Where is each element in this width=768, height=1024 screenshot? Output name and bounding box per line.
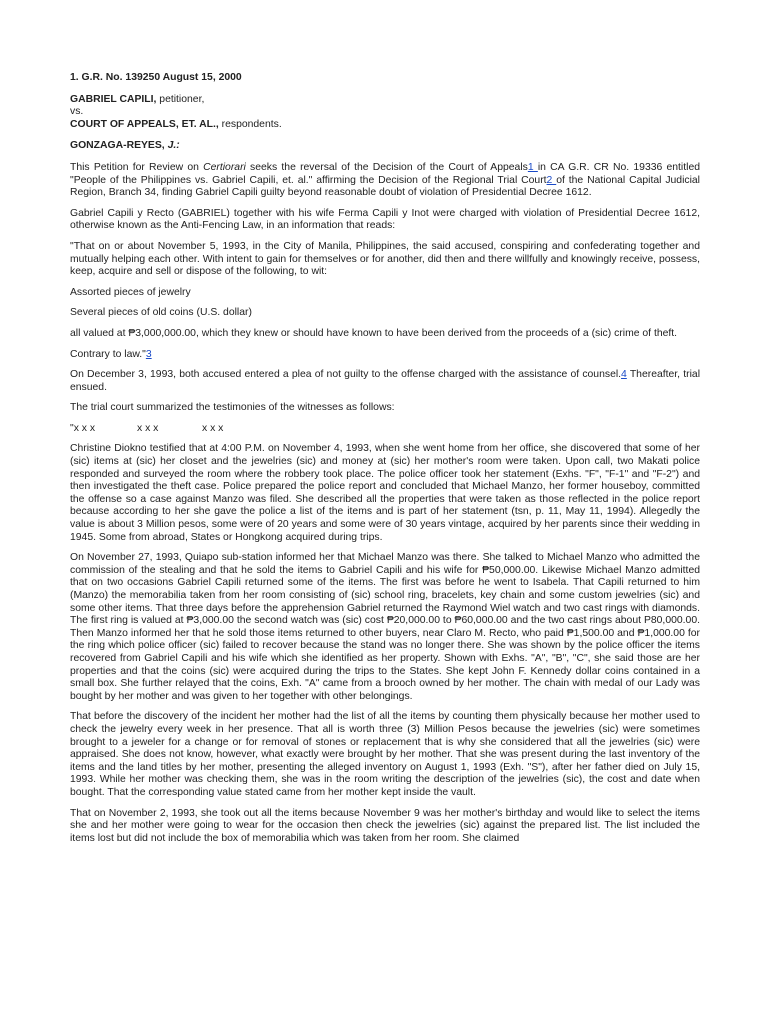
paragraph-plea [70, 369, 700, 394]
versus-line: vs. [70, 106, 84, 118]
omission-marks [70, 423, 700, 436]
paragraph-summary: The trial court summarized the testimonies of the witnesses as follows: [70, 402, 395, 414]
omission-mark: x x x [202, 422, 224, 434]
paragraph-testimony-3: That before the discovery of the incident her mother had the list of all the items by counting them physically because her mother used to check the jewelry every week in her presence. That all is worth three (3) Million Pesos because the jewelries (sic) were sometimes brought to a jeweler for a change or for removal of stones or replacement that is why she considered that all the jewelries (sic) were appraised. She does not know, however, what exactly were brought by her mother. That she was present during the last inventory of the items and the land titles by her mother, presenting the alleged inventory on August 1, 1993 (Exh. "S"), after her father died on July 15, 1993. While her mother was checking them, she was in the room writing the description of the jewelries (sic), the cost and date when bought. That the corresponding value stated came from her mother kept inside the vault. [70, 711, 700, 798]
paragraph-testimony-2: On November 27, 1993, Quiapo sub-station informed her that Michael Manzo was there. She talked to Michael Manzo who admitted the commission of the stealing and that he sold the items to Gabriel Capili and his wife for ₱50,000.00. Likewise Michael Manzo admitted that on two occasions Gabriel Capili returned some of the items. The first was before he went to Isabela. That Capili returned to him (Manzo) the memorabilia taken from her room consisting of (sic) school ring, bracelets, key chain and some custom jewelries (sic) and some other items. That three days before the apprehension Gabriel returned the Raymond Wiel watch and two cast rings with diamonds. The first ring is valued at ₱3,000.00 the second watch was (sic) cost ₱20,000.00 to ₱60,000.00 and the two cast rings about P80,000.00. Then Manzo informed her that he sold those items returned to other buyers, near Claro M. Recto, who paid ₱1,500.00 and ₱1,000.00 for the ring which police officer (sic) failed to recover because the stand was no longer there. She was shown by the police officer the items recovered from Gabriel Capili and his wife which she identified as her property. Shown with Exhs. "A", "B", "C", she said those are her properties and that the coins (sic) were acquired during the trips to the States. She kept John F. Kennedy dollar coins contained in a small box. She further relayed that the coins, Exh. "A" came from a brooch owned by her mother. The chain with medal of our Lady was bought by her mother and was given to her together with other belongings. [70, 552, 700, 702]
text-run: On December 3, 1993, both accused entered a plea of not guilty to the offense charged with the assistance of counsel. [70, 369, 622, 381]
paragraph-contrary [70, 349, 700, 362]
document-page [70, 72, 700, 853]
respondent-role: respondents. [218, 118, 282, 130]
respondent-line [70, 119, 700, 132]
petitioner-name: GABRIEL CAPILI, [70, 93, 157, 105]
footnote-link-1[interactable]: 1 [527, 161, 538, 173]
text-run: seeks the reversal of the Decision of the Court of Appeals [245, 161, 528, 173]
paragraph-charge: Gabriel Capili y Recto (GABRIEL) together with his wife Ferma Capili y Inot were charged with violation of Presidential Decree 1612, otherwise known as the Anti-Fencing Law, in an information that reads: [70, 207, 700, 232]
petitioner-line [70, 94, 700, 107]
paragraph-jewelry: Assorted pieces of jewelry [70, 286, 191, 298]
paragraph-information: "That on or about November 5, 1993, in the City of Manila, Philippines, the said accused, conspiring and confederating together and mutually helping each other. With intent to gain for themselves or for another, did then and there willfully and knowingly receive, possess, keep, acquire and sell or dispose of the following, to wit: [70, 240, 700, 278]
paragraph-testimony-4: That on November 2, 1993, she took out all the items because November 9 was her mother's birthday and would like to select the items she and her mother were going to wear for the occasion then check the jewelries (sic) against the prepared list. The list included the items lost but did not include the box of memorabilia which was taken from her room. She claimed [70, 807, 700, 844]
text-run: Thereafter, trial ensued. [70, 369, 700, 393]
italic-certiorari: Certiorari [203, 161, 246, 173]
omission-mark: "x x x [70, 422, 96, 434]
footnote-link-3[interactable]: 3 [145, 348, 152, 360]
ponente-name: GONZAGA-REYES, [70, 140, 168, 152]
paragraph-coins: Several pieces of old coins (U.S. dollar) [70, 307, 252, 319]
paragraph-valued: all valued at ₱3,000,000.00, which they knew or should have known to have been derived from the proceeds of a (sic) crime of theft. [70, 327, 678, 339]
petitioner-role: petitioner, [156, 93, 205, 105]
respondent-name: COURT OF APPEALS, ET. AL., [70, 118, 219, 130]
case-number: 1. G.R. No. 139250 August 15, 2000 [70, 72, 242, 83]
paragraph-testimony-1: Christine Diokno testified that at 4:00 P.M. on November 4, 1993, when she went home from her office, she discovered that some of her (sic) items at (sic) her closet and the jewelries (sic) and money at (sic) her mother's room were taken. Upon call, two Makati police responded and surveyed the room where the robbery took place. The police officer took her statement (Exhs. "F", "F-1" and "F-2") and then investigated the theft case. Police prepared the police report and concluded that Michael Manzo, her former houseboy, committed the offense so a case against Manzo was filed. She described all the properties that were taken as those reflected in the police report because according to her she gave the police a list of the items and is part of her statement (tsn, p. 11, May 11, 1994). Allegedly the value is about 3 Million pesos, some were of 20 years and some were of 30 years vintage, acquired by her parents since their wedding in 1945. Some from abroad, States or Hongkong acquired during trips. [70, 443, 700, 543]
footnote-link-4[interactable]: 4 [621, 369, 627, 381]
text-run: Contrary to law." [70, 348, 146, 360]
text-run: of the National Capital Judicial Region, Branch 34, finding Gabriel Capili guilty beyond reasonable doubt of violation of Presidential Decree 1612. [70, 174, 700, 199]
ponente-suffix: J.: [167, 140, 180, 152]
parties-block [70, 94, 700, 132]
text-run: in CA G.R. CR No. 19336 entitled "People of the Philippines vs. Gabriel Capili, et. al." affirming the Decision of the Regional Trial Court [70, 161, 700, 186]
text-run: This Petition for Review on [70, 161, 204, 173]
footnote-link-2[interactable]: 2 [546, 174, 557, 186]
paragraph-petition [70, 162, 700, 200]
omission-mark: x x x [137, 422, 159, 434]
ponente [70, 140, 700, 153]
